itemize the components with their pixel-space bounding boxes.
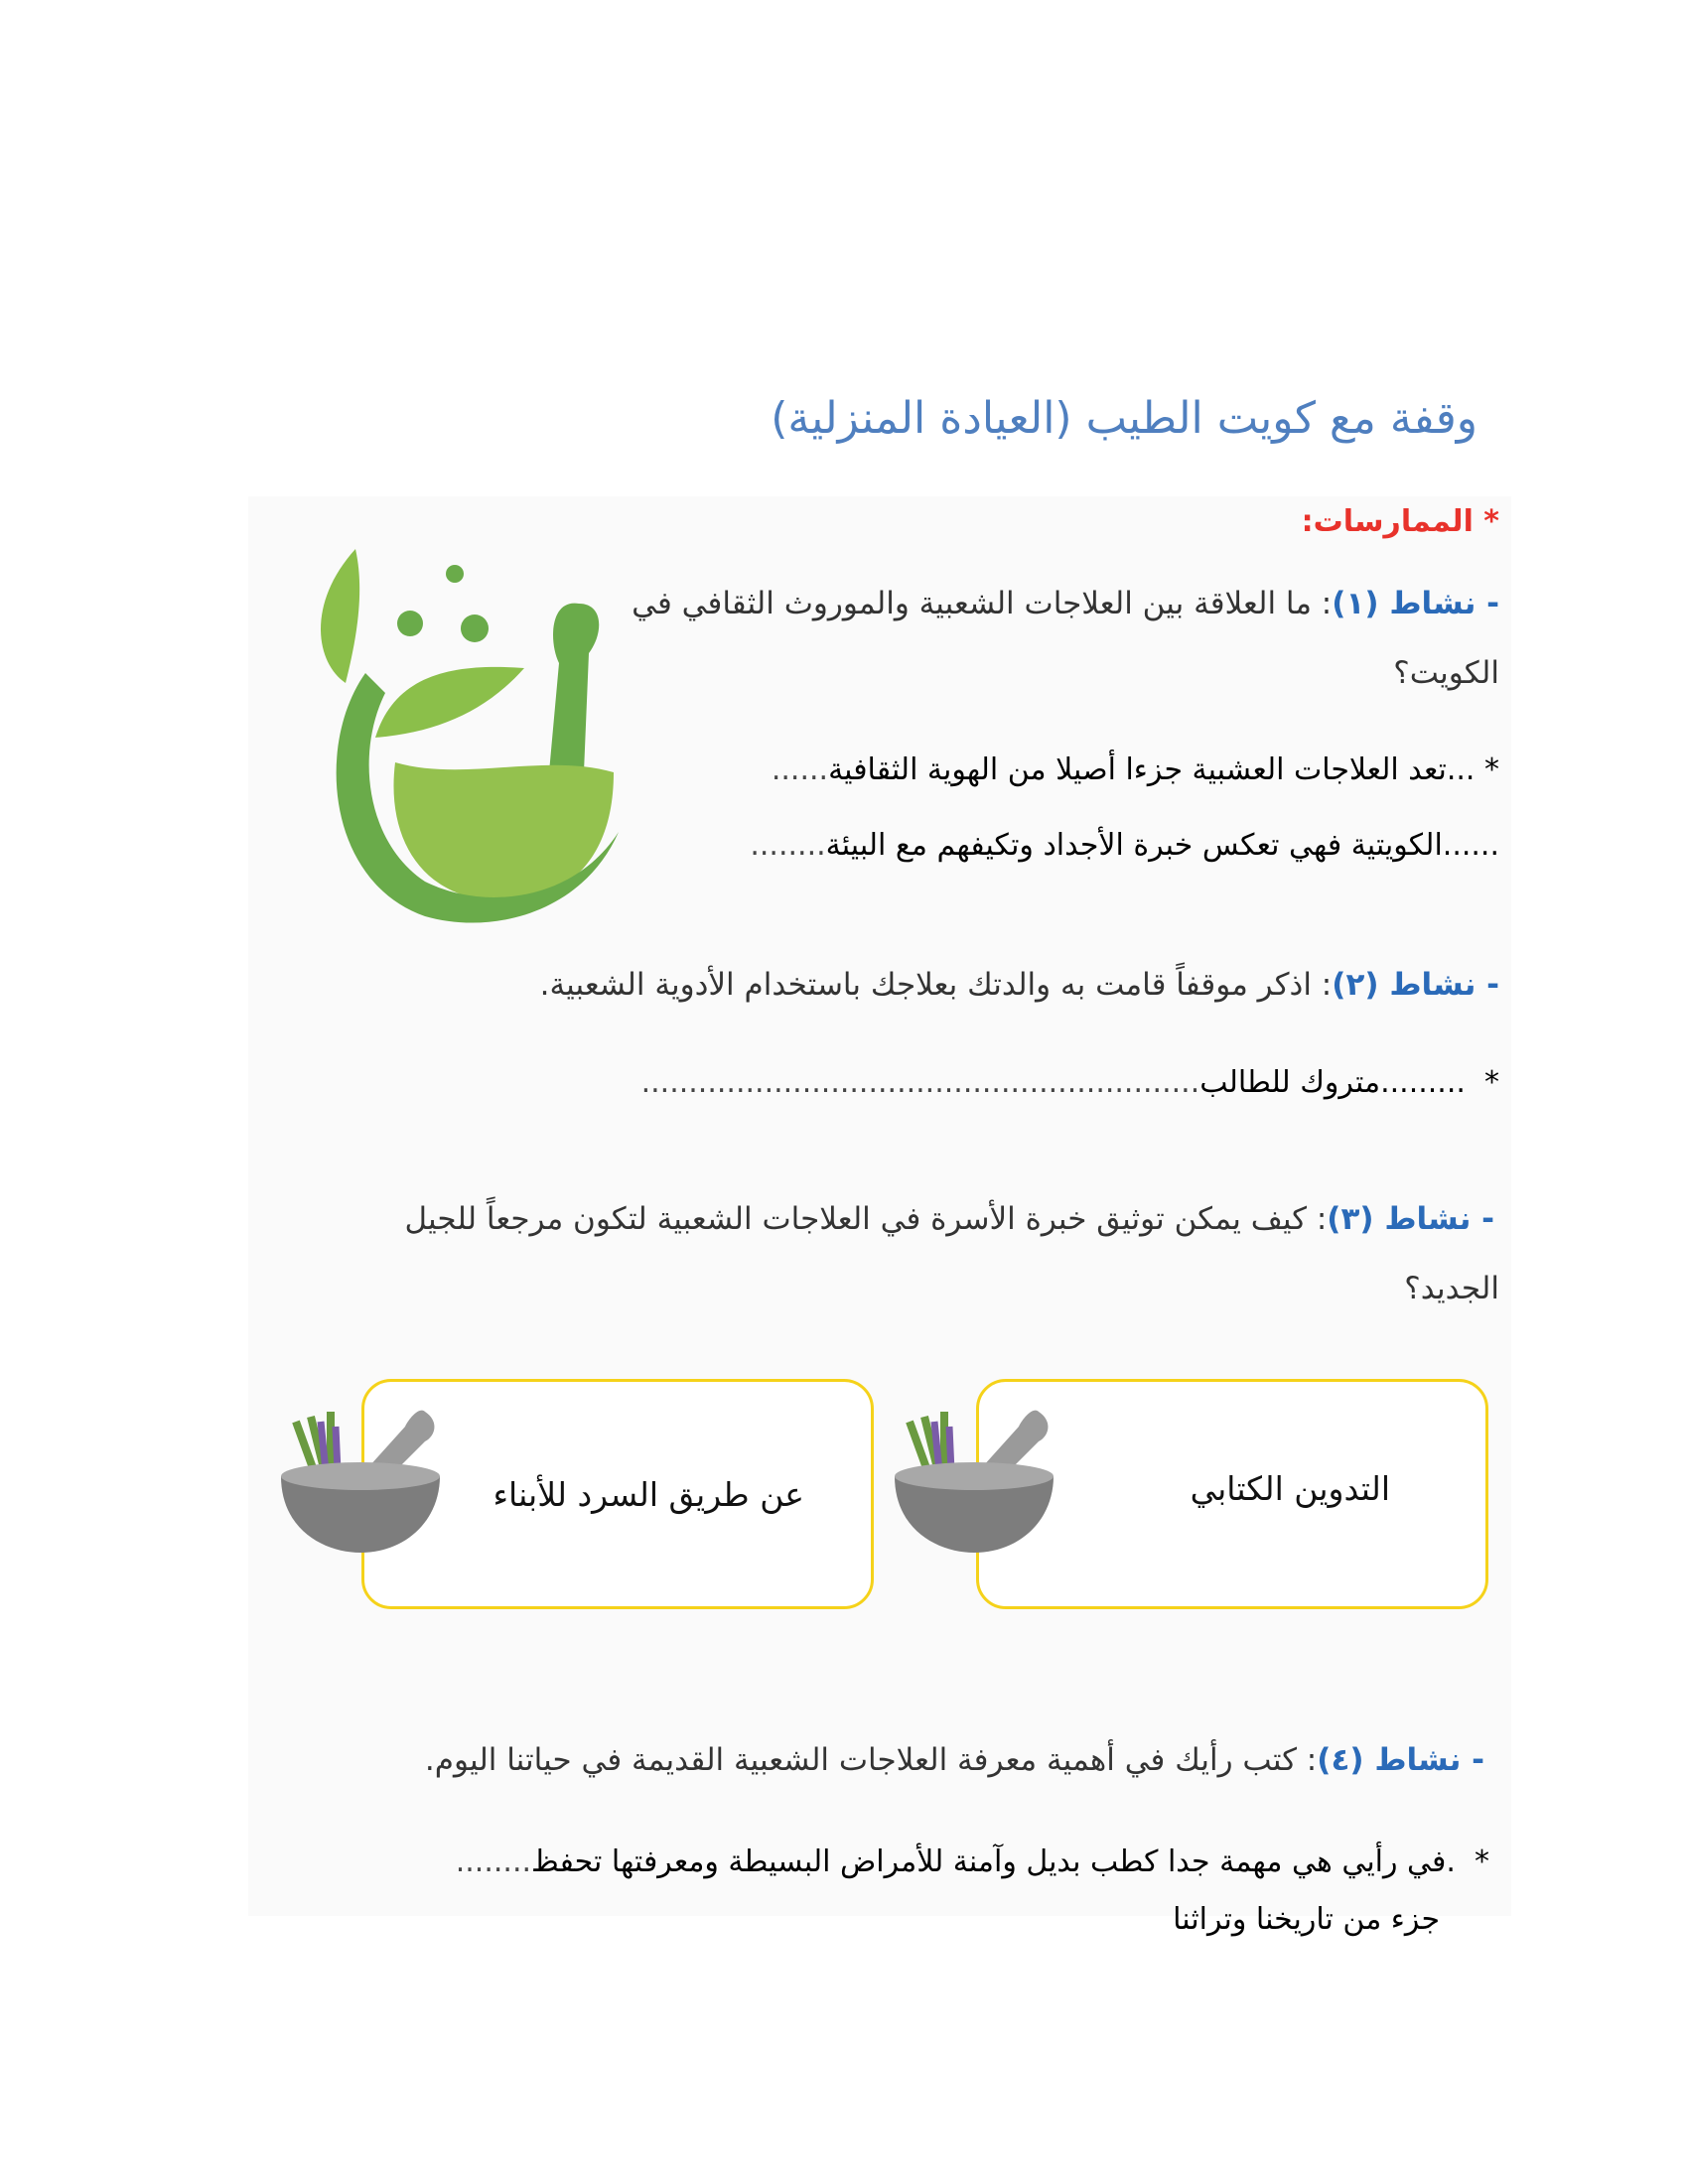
page-title: وقفة مع كويت الطيب (العيادة المنزلية)	[771, 393, 1477, 444]
activity-4-text: : كتب رأيك في أهمية معرفة العلاجات الشعبية القديمة في حياتنا اليوم.	[424, 1742, 1318, 1778]
option-1-text: التدوين الكتابي	[1190, 1469, 1390, 1508]
activity-1-text: : ما العلاقة بين العلاجات الشعبية والموروث الثقافي في	[632, 586, 1333, 621]
activity-2-label: - نشاط (٢)	[1332, 967, 1499, 1003]
activity-2-text: : اذكر موقفاً قامت به والدتك بعلاجك باستخدام الأدوية الشعبية.	[539, 967, 1333, 1003]
mortar-pestle-icon	[890, 1402, 1058, 1556]
activity-3-question-cont: الجديد؟	[1404, 1271, 1499, 1306]
answer-text: الكويتية فهي تعكس خبرة الأجداد وتكيفهم مع البيئة	[825, 828, 1443, 863]
activity-4-answer-line2: جزء من تاريخنا وتراثنا	[1173, 1902, 1440, 1937]
activity-4-question	[425, 1742, 1484, 1778]
activity-1-answer-line1: * ...تعد العلاجات العشبية جزءا أصيلا من الهوية الثقافية......	[771, 752, 1499, 787]
activity-3-label: - نشاط (٣)	[1327, 1201, 1494, 1237]
answer-text: متروك للطالب	[1199, 1065, 1381, 1100]
activity-3-question	[405, 1201, 1494, 1237]
mortar-pestle-icon	[276, 1402, 445, 1556]
answer-text: في رأيي هي مهمة جدا كطب بديل وآمنة للأمراض البسيطة ومعرفتها تحفظ	[531, 1844, 1447, 1879]
activity-2-question	[540, 967, 1499, 1003]
activity-4-label: - نشاط (٤)	[1317, 1742, 1484, 1778]
option-2-text: عن طريق السرد للأبناء	[492, 1475, 804, 1514]
herbal-mortar-logo	[316, 544, 619, 926]
answer-text: تعد العلاجات العشبية جزءا أصيلا من الهوية الثقافية	[828, 752, 1447, 787]
activity-1-label: - نشاط (١)	[1332, 586, 1499, 621]
activity-2-answer: * .........متروك للطالب...........................................................	[640, 1065, 1499, 1100]
activity-1-question-cont: الكويت؟	[1393, 655, 1499, 691]
practices-heading: * الممارسات:	[1301, 504, 1499, 539]
activity-1-question	[632, 586, 1499, 621]
activity-1-answer-line2: ......الكويتية فهي تعكس خبرة الأجداد وتكيفهم مع البيئة........	[750, 828, 1499, 863]
activity-4-answer-line1: * .في رأيي هي مهمة جدا كطب بديل وآمنة للأمراض البسيطة ومعرفتها تحفظ........	[455, 1844, 1489, 1879]
activity-3-text: : كيف يمكن توثيق خبرة الأسرة في العلاجات الشعبية لتكون مرجعاً للجيل	[404, 1201, 1328, 1237]
